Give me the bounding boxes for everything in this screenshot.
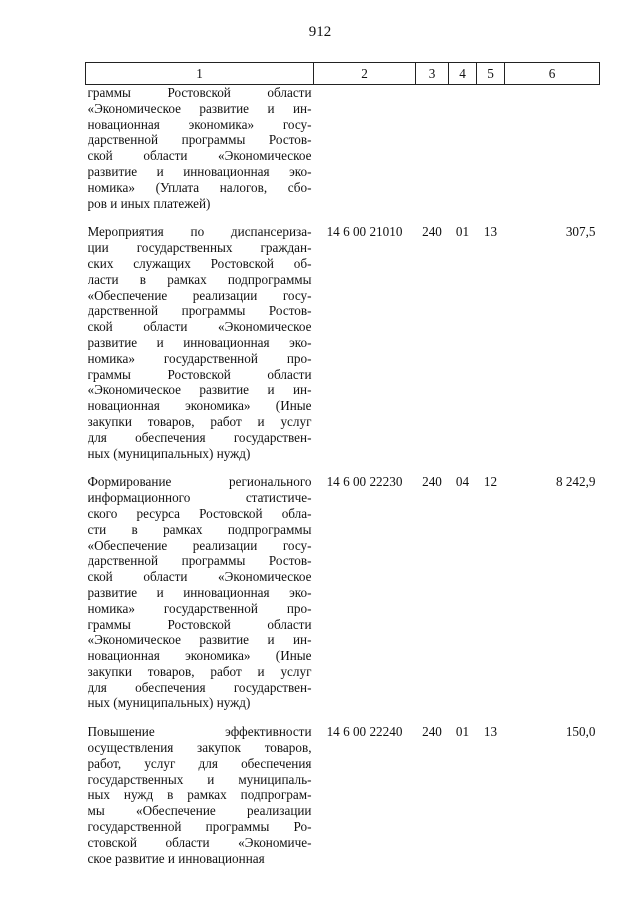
section-code: 04 (455, 474, 470, 490)
table-row (86, 724, 600, 873)
description-line: «Экономическое развитие и ин- (87, 382, 312, 398)
row-description (86, 224, 314, 468)
description-line: мы «Обеспечение реализации (87, 803, 312, 819)
description-line: государственных и муниципаль- (87, 771, 312, 787)
subsection-code: 13 (483, 224, 498, 240)
description-line: Формирование регионального (87, 474, 312, 490)
description-line: закупки товаров, работ и услуг (87, 663, 312, 679)
description-line: ской области «Экономическое (87, 148, 312, 164)
column-header-2: 2 (314, 63, 416, 85)
description-line: номика» (Уплата налогов, сбо- (87, 179, 312, 195)
budget-table (85, 62, 600, 873)
expense-type-code: 240 (422, 724, 442, 740)
description-line: ской области «Экономическое (87, 569, 312, 585)
description-line: «Экономическое развитие и ин- (87, 100, 312, 116)
description-line: ской области «Экономическое (87, 319, 312, 335)
subsection-code (477, 85, 505, 219)
description-line: дарственной программы Ростов- (87, 303, 312, 319)
table-row (86, 474, 600, 718)
table-row (86, 85, 600, 219)
expense-type-code: 240 (422, 474, 442, 490)
description-line: Мероприятия по диспансериза- (87, 224, 312, 240)
description-line: ных (муниципальных) нужд) (87, 695, 251, 711)
subsection-code: 13 (483, 724, 498, 740)
description-line: государственной программы Ро- (87, 819, 312, 835)
description-line: развитие и инновационная эко- (87, 584, 312, 600)
description-line: граммы Ростовской области (87, 366, 312, 382)
target-article-code: 14 6 00 22240 (326, 724, 403, 740)
description-line: для обеспечения государствен- (87, 429, 312, 445)
description-line: ции государственных граждан- (87, 240, 312, 256)
description-line: стовской области «Экономиче- (87, 834, 312, 850)
description-line: ское развитие и инновационная (87, 850, 265, 866)
amount-value: 8 242,9 (555, 474, 596, 490)
column-header-1: 1 (86, 63, 314, 85)
expense-type-code: 240 (422, 224, 442, 240)
column-header-6: 6 (505, 63, 600, 85)
column-header-5: 5 (477, 63, 505, 85)
row-description (86, 474, 314, 718)
description-line: новационная экономика» (Иные (87, 398, 312, 414)
description-line: «Обеспечение реализации госу- (87, 287, 312, 303)
target-article-code (314, 85, 416, 219)
section-code: 01 (455, 224, 470, 240)
description-line: для обеспечения государствен- (87, 679, 312, 695)
description-line: граммы Ростовской области (87, 85, 312, 100)
description-line: ласти в рамках подпрограммы (87, 271, 312, 287)
column-header-4: 4 (449, 63, 477, 85)
column-number-header-row (86, 63, 600, 85)
page-number: 912 (308, 24, 332, 40)
row-description (86, 724, 314, 873)
section-code: 01 (455, 724, 470, 740)
description-line: информационного статистиче- (87, 490, 312, 506)
target-article-code: 14 6 00 22230 (326, 474, 403, 490)
description-line: новационная экономика» (Иные (87, 648, 312, 664)
description-line: осуществления закупок товаров, (87, 740, 312, 756)
column-header-3: 3 (416, 63, 449, 85)
description-line: «Обеспечение реализации госу- (87, 537, 312, 553)
description-line: Повышение эффективности (87, 724, 312, 740)
row-description (86, 85, 314, 219)
amount-value (505, 85, 600, 219)
target-article-code: 14 6 00 21010 (326, 224, 403, 240)
table-body (86, 85, 600, 874)
description-line: ных (муниципальных) нужд) (87, 445, 251, 461)
description-line: граммы Ростовской области (87, 616, 312, 632)
description-line: ского ресурса Ростовской обла- (87, 505, 312, 521)
description-line: дарственной программы Ростов- (87, 132, 312, 148)
amount-value: 307,5 (565, 224, 596, 240)
amount-value: 150,0 (565, 724, 596, 740)
description-line: сти в рамках подпрограммы (87, 521, 312, 537)
subsection-code: 12 (483, 474, 498, 490)
description-line: закупки товаров, работ и услуг (87, 413, 312, 429)
description-line: развитие и инновационная эко- (87, 334, 312, 350)
description-line: дарственной программы Ростов- (87, 553, 312, 569)
description-line: новационная экономика» госу- (87, 116, 312, 132)
section-code (449, 85, 477, 219)
description-line: «Экономическое развитие и ин- (87, 632, 312, 648)
expense-type-code (416, 85, 449, 219)
table-row (86, 224, 600, 468)
description-line: ных нужд в рамках подпрограм- (87, 787, 312, 803)
description-line: номика» государственной про- (87, 600, 312, 616)
description-line: ских служащих Ростовской об- (87, 255, 312, 271)
description-line: номика» государственной про- (87, 350, 312, 366)
description-line: развитие и инновационная эко- (87, 163, 312, 179)
description-line: ров и иных платежей) (87, 195, 211, 211)
description-line: работ, услуг для обеспечения (87, 755, 312, 771)
